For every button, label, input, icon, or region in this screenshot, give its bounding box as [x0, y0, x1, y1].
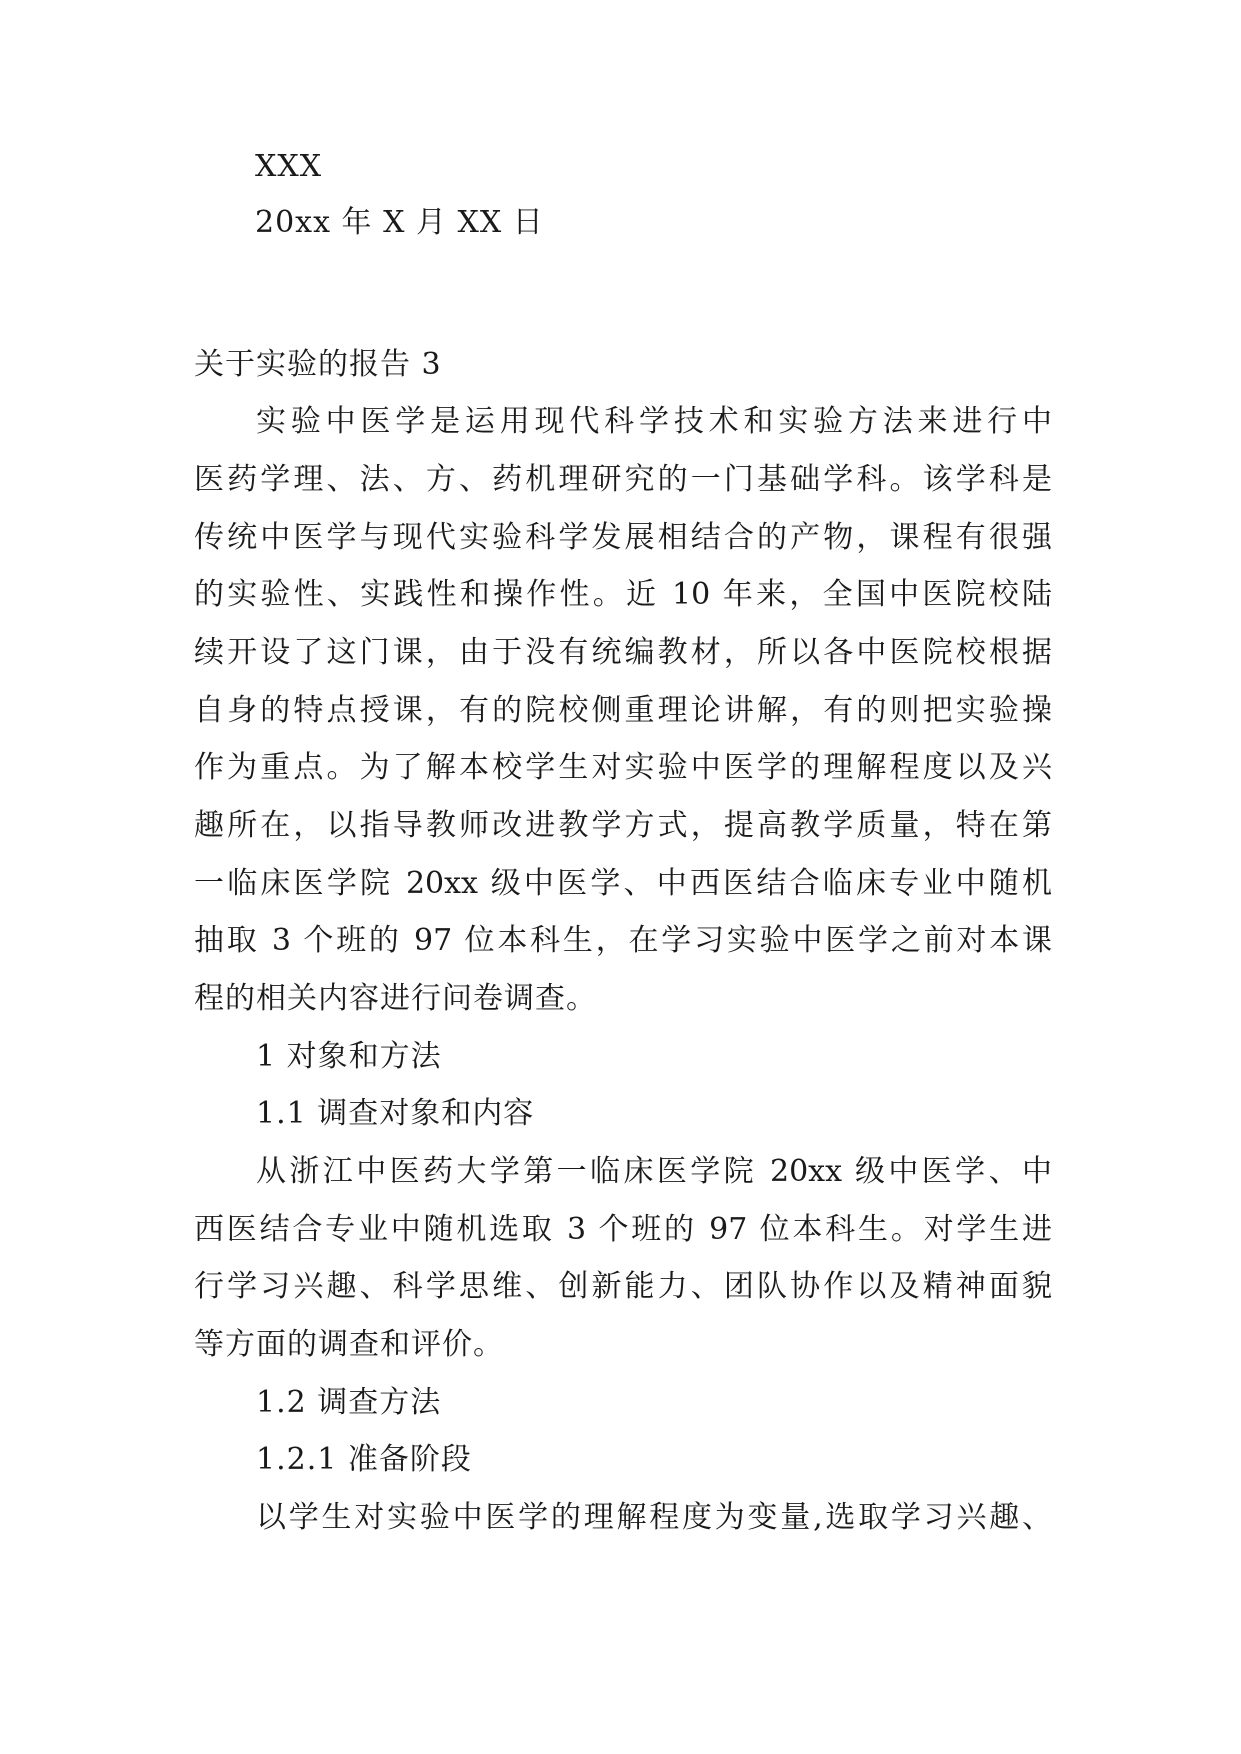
- intro-line: 的实验性、实践性和操作性。近 10 年来，全国中医院校陆: [194, 577, 1052, 612]
- intro-line: 续开设了这门课，由于没有统编教材，所以各中医院校根据: [194, 635, 1052, 670]
- heading-1-1: 1.1 调查对象和内容: [256, 1096, 535, 1131]
- section-1-1-line: 从浙江中医药大学第一临床医学院 20xx 级中医学、中: [256, 1154, 1052, 1189]
- intro-line: 趣所在，以指导教师改进教学方式，提高教学质量，特在第: [194, 808, 1052, 843]
- heading-1-2-1: 1.2.1 准备阶段: [256, 1442, 472, 1477]
- intro-line: 程的相关内容进行问卷调查。: [194, 981, 597, 1016]
- section-1-1-line: 行学习兴趣、科学思维、创新能力、团队协作以及精神面貌: [194, 1269, 1052, 1304]
- intro-line: 实验中医学是运用现代科学技术和实验方法来进行中: [256, 404, 1052, 439]
- heading-1: 1 对象和方法: [256, 1039, 442, 1074]
- intro-line: 传统中医学与现代实验科学发展相结合的产物，课程有很强: [194, 520, 1052, 555]
- intro-line: 自身的特点授课，有的院校侧重理论讲解，有的则把实验操: [194, 693, 1052, 728]
- section-1-1-line: 西医结合专业中随机选取 3 个班的 97 位本科生。对学生进: [194, 1212, 1052, 1247]
- section-1-1-line: 等方面的调查和评价。: [194, 1327, 504, 1362]
- signature-date: 20xx 年 X 月 XX 日: [255, 205, 544, 240]
- signature-name: XXX: [255, 149, 323, 184]
- intro-line: 作为重点。为了解本校学生对实验中医学的理解程度以及兴: [194, 750, 1052, 785]
- intro-line: 一临床医学院 20xx 级中医学、中西医结合临床专业中随机: [194, 866, 1052, 901]
- heading-1-2: 1.2 调查方法: [256, 1385, 442, 1420]
- intro-line: 抽取 3 个班的 97 位本科生，在学习实验中医学之前对本课: [194, 923, 1052, 958]
- section-1-2-1-line: 以学生对实验中医学的理解程度为变量,选取学习兴趣、: [256, 1500, 1052, 1535]
- report-title: 关于实验的报告 3: [194, 347, 442, 382]
- intro-line: 医药学理、法、方、药机理研究的一门基础学科。该学科是: [194, 462, 1052, 497]
